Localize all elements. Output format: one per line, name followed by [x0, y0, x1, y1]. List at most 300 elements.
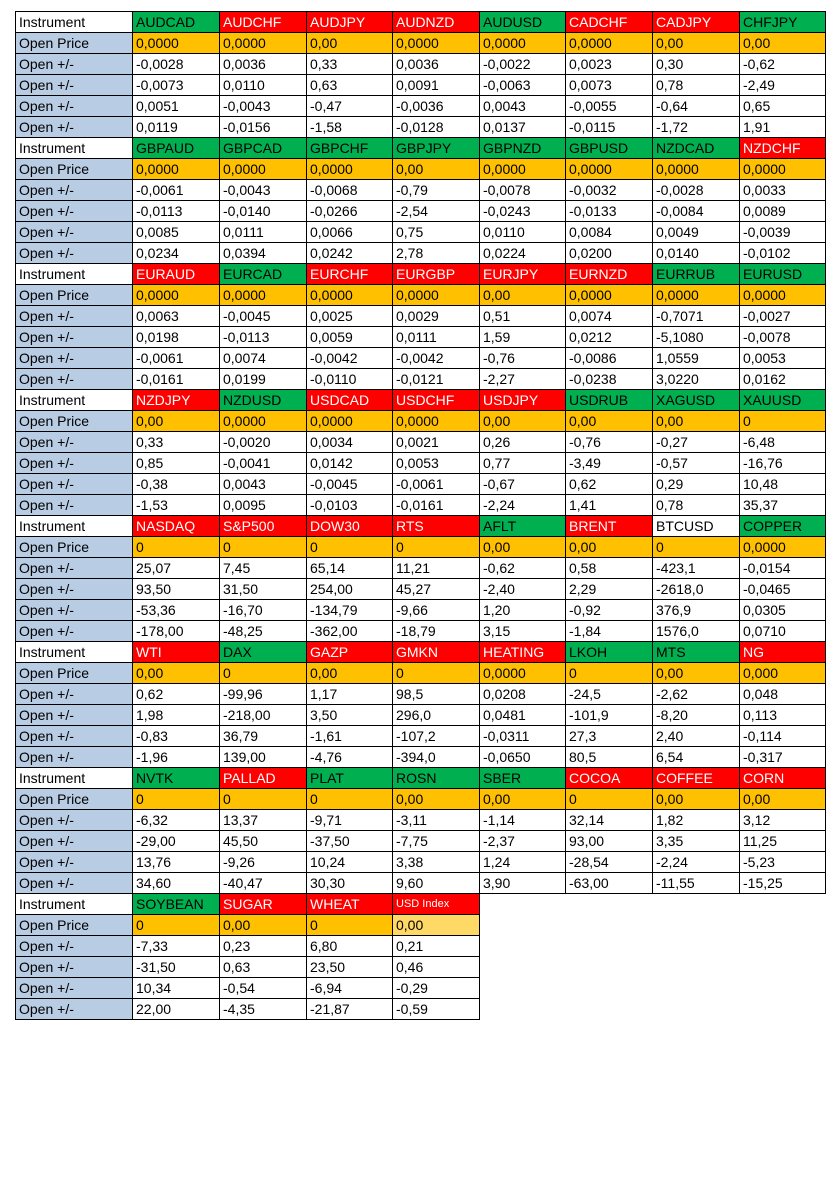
open-delta-cell: 0,77: [480, 453, 566, 474]
open-delta-cell: -0,0115: [566, 117, 653, 138]
open-price-cell: 0,0000: [220, 33, 307, 54]
open-price-cell: 0,0000: [220, 159, 307, 180]
open-delta-cell: -48,25: [220, 621, 307, 642]
instrument-header-row: [16, 12, 826, 33]
open-delta-cell: 6,80: [307, 936, 393, 957]
open-delta-cell: 1,17: [307, 684, 393, 705]
open-price-cell: 0,0000: [740, 285, 826, 306]
open-delta-cell: -0,47: [307, 96, 393, 117]
open-delta-row-label: Open +/-: [16, 936, 133, 957]
open-price-row: [16, 789, 826, 810]
open-delta-cell: -5,1080: [653, 327, 740, 348]
instrument-row-label: Instrument: [16, 12, 133, 33]
open-price-cell: 0,0000: [307, 159, 393, 180]
open-delta-cell: 3,50: [307, 705, 393, 726]
empty-cell: [653, 978, 740, 999]
instrument-row-label: Instrument: [16, 768, 133, 789]
open-delta-cell: -0,0238: [566, 369, 653, 390]
open-delta-row-label: Open +/-: [16, 810, 133, 831]
open-price-cell: 0: [307, 915, 393, 936]
open-delta-row: [16, 327, 826, 348]
open-delta-cell: -0,0078: [480, 180, 566, 201]
open-delta-cell: -0,0042: [307, 348, 393, 369]
open-delta-cell: -394,0: [393, 747, 480, 768]
open-delta-cell: 1,59: [480, 327, 566, 348]
open-price-cell: 0,00: [220, 915, 307, 936]
open-delta-row: [16, 936, 826, 957]
open-delta-cell: 3,0220: [653, 369, 740, 390]
instrument-name-cell: DOW30: [307, 516, 393, 537]
open-delta-row-label: Open +/-: [16, 831, 133, 852]
instrument-name-cell: EURAUD: [133, 264, 220, 285]
open-delta-row: [16, 453, 826, 474]
open-delta-cell: -0,0027: [740, 306, 826, 327]
open-price-cell: 0,0000: [566, 33, 653, 54]
open-delta-row-label: Open +/-: [16, 873, 133, 894]
instrument-name-cell: NZDCHF: [740, 138, 826, 159]
instrument-name-cell: LKOH: [566, 642, 653, 663]
open-delta-cell: 3,90: [480, 873, 566, 894]
instrument-name-cell: AFLT: [480, 516, 566, 537]
empty-cell: [480, 978, 566, 999]
instrument-name-cell: CHFJPY: [740, 12, 826, 33]
instrument-name-cell: CADCHF: [566, 12, 653, 33]
open-delta-cell: 0,0066: [307, 222, 393, 243]
open-delta-row-label: Open +/-: [16, 54, 133, 75]
open-delta-row: [16, 348, 826, 369]
open-delta-cell: 0,0199: [220, 369, 307, 390]
instrument-header-row: [16, 516, 826, 537]
open-delta-row-label: Open +/-: [16, 201, 133, 222]
open-delta-cell: -0,0154: [740, 558, 826, 579]
open-price-cell: 0,0000: [307, 411, 393, 432]
open-delta-cell: 0,0043: [220, 474, 307, 495]
instrument-name-cell: XAUUSD: [740, 390, 826, 411]
empty-cell: [653, 957, 740, 978]
instrument-name-cell: WTI: [133, 642, 220, 663]
open-delta-row: [16, 369, 826, 390]
open-delta-cell: 0,0084: [566, 222, 653, 243]
open-delta-cell: 31,50: [220, 579, 307, 600]
instrument-sheet: [15, 11, 826, 1020]
open-delta-cell: -4,76: [307, 747, 393, 768]
instrument-name-cell: AUDNZD: [393, 12, 480, 33]
open-delta-cell: -0,0103: [307, 495, 393, 516]
open-price-cell: 0: [220, 663, 307, 684]
open-delta-row: [16, 831, 826, 852]
instrument-name-cell: NZDCAD: [653, 138, 740, 159]
open-delta-cell: -0,0073: [133, 75, 220, 96]
open-price-cell: 0,0000: [480, 159, 566, 180]
open-price-cell: 0,00: [480, 537, 566, 558]
open-delta-row: [16, 201, 826, 222]
open-delta-cell: -4,35: [220, 999, 307, 1020]
open-delta-cell: -0,0161: [133, 369, 220, 390]
instrument-name-cell: USDRUB: [566, 390, 653, 411]
open-price-cell: 0,0000: [566, 285, 653, 306]
open-price-cell: 0: [653, 537, 740, 558]
open-price-row-label: Open Price: [16, 285, 133, 306]
open-delta-cell: 22,00: [133, 999, 220, 1020]
instrument-name-cell: SBER: [480, 768, 566, 789]
open-delta-cell: -0,0650: [480, 747, 566, 768]
open-delta-cell: 0,75: [393, 222, 480, 243]
open-delta-cell: -0,0061: [393, 474, 480, 495]
open-delta-cell: 0,0137: [480, 117, 566, 138]
open-delta-cell: 139,00: [220, 747, 307, 768]
open-delta-cell: 0,0212: [566, 327, 653, 348]
empty-cell: [740, 915, 826, 936]
instrument-name-cell: USD Index: [393, 894, 480, 915]
open-delta-cell: 0,0091: [393, 75, 480, 96]
open-price-cell: 0,00: [393, 159, 480, 180]
open-delta-cell: 0,0049: [653, 222, 740, 243]
open-price-cell: 0: [133, 537, 220, 558]
open-delta-cell: 0,0198: [133, 327, 220, 348]
open-delta-cell: -6,94: [307, 978, 393, 999]
open-delta-row-label: Open +/-: [16, 495, 133, 516]
open-delta-cell: 3,35: [653, 831, 740, 852]
instrument-header-row: [16, 264, 826, 285]
open-delta-cell: 1,82: [653, 810, 740, 831]
open-price-cell: 0,00: [133, 411, 220, 432]
open-price-cell: 0: [133, 915, 220, 936]
instrument-name-cell: EURUSD: [740, 264, 826, 285]
open-price-cell: 0,00: [480, 285, 566, 306]
instrument-name-cell: EURNZD: [566, 264, 653, 285]
instrument-name-cell: GBPUSD: [566, 138, 653, 159]
instrument-name-cell: MTS: [653, 642, 740, 663]
open-delta-cell: -0,0028: [133, 54, 220, 75]
open-delta-row-label: Open +/-: [16, 117, 133, 138]
open-delta-cell: -0,0045: [220, 306, 307, 327]
instrument-row-label: Instrument: [16, 642, 133, 663]
open-price-cell: 0,00: [566, 411, 653, 432]
open-delta-row: [16, 180, 826, 201]
open-delta-cell: 0,33: [307, 54, 393, 75]
open-delta-cell: -7,33: [133, 936, 220, 957]
instrument-name-cell: COPPER: [740, 516, 826, 537]
open-price-cell: 0,00: [307, 33, 393, 54]
open-delta-cell: -0,0045: [307, 474, 393, 495]
open-delta-cell: 0,0036: [220, 54, 307, 75]
empty-cell: [566, 894, 653, 915]
open-delta-cell: -0,0028: [653, 180, 740, 201]
open-delta-cell: -9,71: [307, 810, 393, 831]
open-delta-cell: -1,14: [480, 810, 566, 831]
open-delta-cell: -0,54: [220, 978, 307, 999]
open-delta-cell: -18,79: [393, 621, 480, 642]
open-price-cell: 0,00: [307, 663, 393, 684]
open-delta-cell: -0,0084: [653, 201, 740, 222]
open-delta-cell: -0,0039: [740, 222, 826, 243]
open-delta-cell: -0,0068: [307, 180, 393, 201]
open-delta-row: [16, 474, 826, 495]
open-delta-cell: -0,0128: [393, 117, 480, 138]
open-delta-cell: 10,24: [307, 852, 393, 873]
open-delta-cell: 0,0033: [740, 180, 826, 201]
instrument-name-cell: EURRUB: [653, 264, 740, 285]
open-delta-cell: -0,0061: [133, 180, 220, 201]
empty-cell: [566, 915, 653, 936]
open-delta-row: [16, 747, 826, 768]
empty-cell: [480, 894, 566, 915]
instrument-name-cell: NZDJPY: [133, 390, 220, 411]
open-delta-cell: -99,96: [220, 684, 307, 705]
open-delta-cell: 0,58: [566, 558, 653, 579]
open-delta-row-label: Open +/-: [16, 978, 133, 999]
open-delta-cell: 0,85: [133, 453, 220, 474]
open-delta-cell: -0,0055: [566, 96, 653, 117]
open-delta-row-label: Open +/-: [16, 705, 133, 726]
open-delta-row-label: Open +/-: [16, 621, 133, 642]
open-price-cell: 0,0000: [220, 411, 307, 432]
open-price-cell: 0: [133, 789, 220, 810]
open-delta-cell: 0,0111: [393, 327, 480, 348]
open-price-cell: 0,00: [566, 537, 653, 558]
open-delta-cell: 6,54: [653, 747, 740, 768]
empty-cell: [566, 978, 653, 999]
open-delta-cell: -0,0110: [307, 369, 393, 390]
open-delta-cell: 0,78: [653, 495, 740, 516]
empty-cell: [566, 936, 653, 957]
open-delta-cell: 13,76: [133, 852, 220, 873]
open-delta-row-label: Open +/-: [16, 327, 133, 348]
open-delta-cell: 32,14: [566, 810, 653, 831]
open-price-row-label: Open Price: [16, 789, 133, 810]
open-delta-cell: -0,114: [740, 726, 826, 747]
instrument-name-cell: XAGUSD: [653, 390, 740, 411]
open-delta-cell: -3,49: [566, 453, 653, 474]
open-delta-cell: -0,7071: [653, 306, 740, 327]
open-delta-cell: 0,0710: [740, 621, 826, 642]
open-delta-cell: 9,60: [393, 873, 480, 894]
open-delta-cell: 0,0085: [133, 222, 220, 243]
open-delta-cell: 27,3: [566, 726, 653, 747]
open-delta-cell: 25,07: [133, 558, 220, 579]
open-delta-row-label: Open +/-: [16, 222, 133, 243]
open-delta-row-label: Open +/-: [16, 432, 133, 453]
open-delta-cell: 36,79: [220, 726, 307, 747]
open-price-cell: 0,0000: [740, 159, 826, 180]
instrument-name-cell: S&P500: [220, 516, 307, 537]
open-price-row: [16, 663, 826, 684]
open-delta-cell: 0,62: [566, 474, 653, 495]
open-delta-row-label: Open +/-: [16, 243, 133, 264]
instrument-name-cell: NG: [740, 642, 826, 663]
open-delta-cell: -6,48: [740, 432, 826, 453]
open-delta-cell: -63,00: [566, 873, 653, 894]
open-delta-cell: -0,59: [393, 999, 480, 1020]
open-delta-row: [16, 96, 826, 117]
open-delta-cell: -0,0140: [220, 201, 307, 222]
open-delta-row-label: Open +/-: [16, 348, 133, 369]
open-delta-cell: 30,30: [307, 873, 393, 894]
instrument-name-cell: COCOA: [566, 768, 653, 789]
open-delta-row-label: Open +/-: [16, 180, 133, 201]
open-delta-cell: 296,0: [393, 705, 480, 726]
open-price-cell: 0: [220, 789, 307, 810]
open-delta-cell: -2,24: [653, 852, 740, 873]
open-delta-cell: -16,70: [220, 600, 307, 621]
open-delta-cell: -0,0022: [480, 54, 566, 75]
instrument-name-cell: NASDAQ: [133, 516, 220, 537]
open-delta-cell: 0,0140: [653, 243, 740, 264]
open-delta-cell: -9,66: [393, 600, 480, 621]
open-delta-cell: -0,0121: [393, 369, 480, 390]
open-delta-cell: 0,0200: [566, 243, 653, 264]
open-price-cell: 0,00: [653, 789, 740, 810]
open-delta-cell: 93,00: [566, 831, 653, 852]
instrument-name-cell: EURCHF: [307, 264, 393, 285]
open-delta-row-label: Open +/-: [16, 96, 133, 117]
instrument-name-cell: BTCUSD: [653, 516, 740, 537]
open-delta-cell: -0,0243: [480, 201, 566, 222]
open-delta-cell: 98,5: [393, 684, 480, 705]
instrument-name-cell: EURCAD: [220, 264, 307, 285]
open-delta-cell: 45,50: [220, 831, 307, 852]
open-delta-cell: 93,50: [133, 579, 220, 600]
open-delta-row-label: Open +/-: [16, 600, 133, 621]
instrument-header-row: [16, 768, 826, 789]
open-delta-cell: -0,0043: [220, 96, 307, 117]
open-delta-cell: 1,41: [566, 495, 653, 516]
open-delta-cell: -178,00: [133, 621, 220, 642]
open-price-cell: 0,00: [653, 663, 740, 684]
empty-cell: [653, 999, 740, 1020]
open-delta-cell: 0,46: [393, 957, 480, 978]
open-delta-cell: 0,21: [393, 936, 480, 957]
open-delta-cell: -1,72: [653, 117, 740, 138]
open-delta-cell: -2,24: [480, 495, 566, 516]
open-delta-cell: -3,11: [393, 810, 480, 831]
open-delta-row-label: Open +/-: [16, 684, 133, 705]
open-delta-row: [16, 222, 826, 243]
open-delta-cell: -134,79: [307, 600, 393, 621]
open-delta-cell: 0,0481: [480, 705, 566, 726]
open-delta-cell: 2,29: [566, 579, 653, 600]
open-delta-cell: 65,14: [307, 558, 393, 579]
open-delta-row: [16, 726, 826, 747]
open-delta-cell: -0,62: [740, 54, 826, 75]
open-delta-row-label: Open +/-: [16, 852, 133, 873]
open-delta-cell: -1,61: [307, 726, 393, 747]
open-delta-row-label: Open +/-: [16, 474, 133, 495]
empty-cell: [480, 936, 566, 957]
open-delta-cell: 23,50: [307, 957, 393, 978]
open-delta-cell: -0,0020: [220, 432, 307, 453]
open-delta-cell: -0,0061: [133, 348, 220, 369]
open-delta-cell: 10,34: [133, 978, 220, 999]
open-delta-cell: 0,0095: [220, 495, 307, 516]
open-price-cell: 0,00: [480, 411, 566, 432]
open-delta-row: [16, 243, 826, 264]
open-delta-cell: 0,0111: [220, 222, 307, 243]
open-price-row: [16, 537, 826, 558]
open-delta-cell: -0,67: [480, 474, 566, 495]
open-price-cell: 0,0000: [480, 663, 566, 684]
open-delta-cell: 0,29: [653, 474, 740, 495]
open-delta-cell: 0,0074: [220, 348, 307, 369]
open-price-row: [16, 285, 826, 306]
open-delta-row: [16, 600, 826, 621]
open-delta-cell: -6,32: [133, 810, 220, 831]
open-delta-cell: 0,0059: [307, 327, 393, 348]
open-delta-cell: -21,87: [307, 999, 393, 1020]
open-price-row-label: Open Price: [16, 411, 133, 432]
instrument-name-cell: USDJPY: [480, 390, 566, 411]
open-price-cell: 0: [393, 663, 480, 684]
open-delta-cell: -2,49: [740, 75, 826, 96]
open-price-cell: 0,000: [740, 663, 826, 684]
open-delta-cell: 0,0073: [566, 75, 653, 96]
open-delta-row-label: Open +/-: [16, 453, 133, 474]
instrument-table: [15, 11, 826, 1020]
empty-cell: [566, 957, 653, 978]
open-delta-cell: 11,21: [393, 558, 480, 579]
open-delta-cell: 0,048: [740, 684, 826, 705]
instrument-name-cell: COFFEE: [653, 768, 740, 789]
instrument-name-cell: NVTK: [133, 768, 220, 789]
open-delta-cell: -0,0041: [220, 453, 307, 474]
instrument-row-label: Instrument: [16, 264, 133, 285]
open-delta-cell: 0,0305: [740, 600, 826, 621]
open-delta-row: [16, 684, 826, 705]
open-delta-cell: -2618,0: [653, 579, 740, 600]
instrument-name-cell: CORN: [740, 768, 826, 789]
open-delta-row: [16, 978, 826, 999]
open-delta-row: [16, 495, 826, 516]
open-delta-cell: 2,40: [653, 726, 740, 747]
open-delta-row: [16, 432, 826, 453]
instrument-name-cell: BRENT: [566, 516, 653, 537]
open-price-cell: 0,0000: [393, 285, 480, 306]
open-delta-cell: -0,79: [393, 180, 480, 201]
open-price-cell: 0,00: [480, 789, 566, 810]
open-delta-cell: -15,25: [740, 873, 826, 894]
instrument-name-cell: CADJPY: [653, 12, 740, 33]
empty-cell: [740, 957, 826, 978]
instrument-name-cell: GBPNZD: [480, 138, 566, 159]
open-delta-cell: 0,0242: [307, 243, 393, 264]
open-delta-row-label: Open +/-: [16, 747, 133, 768]
open-price-cell: 0,0000: [393, 411, 480, 432]
empty-cell: [740, 999, 826, 1020]
open-delta-row: [16, 705, 826, 726]
open-delta-cell: -0,76: [480, 348, 566, 369]
open-delta-cell: 0,0394: [220, 243, 307, 264]
open-delta-cell: -362,00: [307, 621, 393, 642]
open-delta-row-label: Open +/-: [16, 999, 133, 1020]
instrument-name-cell: GBPJPY: [393, 138, 480, 159]
instrument-name-cell: AUDCAD: [133, 12, 220, 33]
open-delta-row-label: Open +/-: [16, 75, 133, 96]
open-delta-cell: -0,92: [566, 600, 653, 621]
open-delta-cell: -218,00: [220, 705, 307, 726]
open-delta-cell: -0,0161: [393, 495, 480, 516]
open-delta-cell: -9,26: [220, 852, 307, 873]
instrument-name-cell: AUDJPY: [307, 12, 393, 33]
open-price-cell: 0,00: [653, 33, 740, 54]
open-delta-cell: -0,0311: [480, 726, 566, 747]
open-delta-cell: 254,00: [307, 579, 393, 600]
open-price-cell: 0: [307, 537, 393, 558]
open-delta-cell: 0,0053: [393, 453, 480, 474]
open-price-cell: 0,0000: [220, 285, 307, 306]
open-delta-row: [16, 117, 826, 138]
open-delta-cell: -0,62: [480, 558, 566, 579]
open-price-row-label: Open Price: [16, 537, 133, 558]
